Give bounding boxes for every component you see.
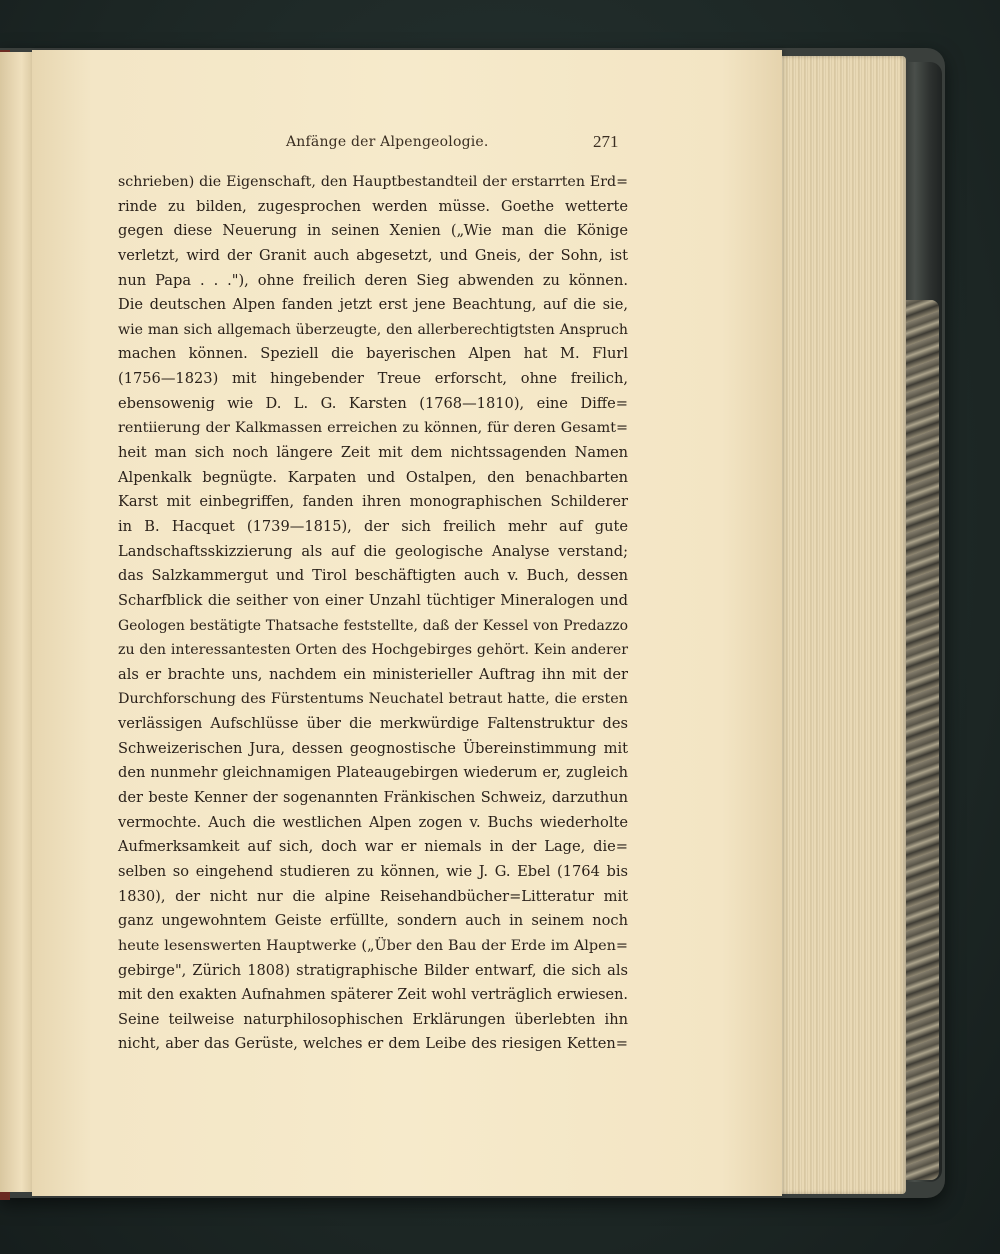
text-line: Landschaftsskizzierung als auf die geologische Analyse verstand; bbox=[118, 542, 628, 560]
text-line: heute lesenswerten Hauptwerke („Über den Bau der Erde im Alpen= bbox=[118, 937, 628, 954]
text-line: verlässigen Aufschlüsse über die merkwürdige Faltenstruktur des bbox=[118, 715, 628, 733]
text-line: rentiierung der Kalkmassen erreichen zu können, für deren Gesamt= bbox=[118, 420, 628, 437]
text-line: nicht, aber das Gerüste, welches er dem Leibe des riesigen Ketten= bbox=[118, 1035, 628, 1053]
text-line: heit man sich noch längere Zeit mit dem nichtssagenden Namen bbox=[118, 444, 628, 462]
text-line: zu den interessantesten Orten des Hochgebirges gehört. Kein anderer bbox=[118, 642, 628, 659]
text-line: selben so eingehend studieren zu können, wie J. G. Ebel (1764 bis bbox=[118, 862, 628, 880]
text-line: machen können. Speziell die bayerischen Alpen hat M. Flurl bbox=[118, 345, 628, 363]
text-line: (1756—1823) mit hingebender Treue erforscht, ohne freilich, bbox=[118, 370, 628, 388]
text-line: Schweizerischen Jura, dessen geognostische Übereinstimmung mit bbox=[118, 739, 628, 757]
text-line: Aufmerksamkeit auf sich, doch war er niemals in der Lage, die= bbox=[118, 838, 628, 856]
text-line: rinde zu bilden, zugesprochen werden müsse. Goethe wetterte bbox=[118, 197, 628, 215]
marbled-endpaper bbox=[905, 300, 939, 1180]
text-line: verletzt, wird der Granit auch abgesetzt, und Gneis, der Sohn, ist bbox=[118, 246, 628, 264]
text-line: Die deutschen Alpen fanden jetzt erst jene Beachtung, auf die sie, bbox=[118, 296, 628, 314]
text-line: Seine teilweise naturphilosophischen Erklärungen überlebten ihn bbox=[118, 1010, 628, 1028]
page-stack bbox=[778, 56, 906, 1194]
text-line: gebirge", Zürich 1808) stratigraphische Bilder entwarf, die sich als bbox=[118, 961, 628, 979]
text-line: vermochte. Auch die westlichen Alpen zogen v. Buchs wiederholte bbox=[118, 813, 628, 831]
text-line: Durchforschung des Fürstentums Neuchatel betraut hatte, die ersten bbox=[118, 691, 628, 708]
text-line: mit den exakten Aufnahmen späterer Zeit wohl verträglich erwiesen. bbox=[118, 987, 628, 1004]
page-number: 271 bbox=[593, 132, 619, 151]
text-line: Geologen bestätigte Thatsache feststellte, daß der Kessel von Predazzo bbox=[118, 617, 628, 634]
text-line: ebensowenig wie D. L. G. Karsten (1768—1810), eine Diffe= bbox=[118, 394, 628, 412]
running-head: Anfänge der Alpengeologie. bbox=[286, 134, 489, 150]
text-line: Scharfblick die seither von einer Unzahl tüchtiger Mineralogen und bbox=[118, 591, 628, 609]
text-line: ganz ungewohntem Geiste erfüllte, sondern auch in seinem noch bbox=[118, 912, 628, 930]
text-line: nun Papa . . ."), ohne freilich deren Sieg abwenden zu können. bbox=[118, 271, 628, 289]
text-line: der beste Kenner der sogenannten Fränkischen Schweiz, darzuthun bbox=[118, 789, 628, 807]
text-line: Karst mit einbegriffen, fanden ihren monographischen Schilderer bbox=[118, 493, 628, 511]
text-line: den nunmehr gleichnamigen Plateaugebirgen wiederum er, zugleich bbox=[118, 764, 628, 782]
text-line: Alpenkalk begnügte. Karpaten und Ostalpen, den benachbarten bbox=[118, 468, 628, 486]
recto-page bbox=[32, 50, 782, 1196]
body-text bbox=[118, 170, 628, 1057]
text-line: gegen diese Neuerung in seinen Xenien („Wie man die Könige bbox=[118, 222, 628, 240]
text-line: 1830), der nicht nur die alpine Reisehandbücher=Litteratur mit bbox=[118, 887, 628, 905]
text-line: in B. Hacquet (1739—1815), der sich freilich mehr auf gute bbox=[118, 517, 628, 535]
text-line: schrieben) die Eigenschaft, den Hauptbestandteil der erstarrten Erd= bbox=[118, 174, 628, 190]
text-line: das Salzkammergut und Tirol beschäftigten auch v. Buch, dessen bbox=[118, 567, 628, 585]
text-line: wie man sich allgemach überzeugte, den allerberechtigtsten Anspruch bbox=[118, 321, 628, 338]
text-line: als er brachte uns, nachdem ein ministerieller Auftrag ihn mit der bbox=[118, 665, 628, 683]
